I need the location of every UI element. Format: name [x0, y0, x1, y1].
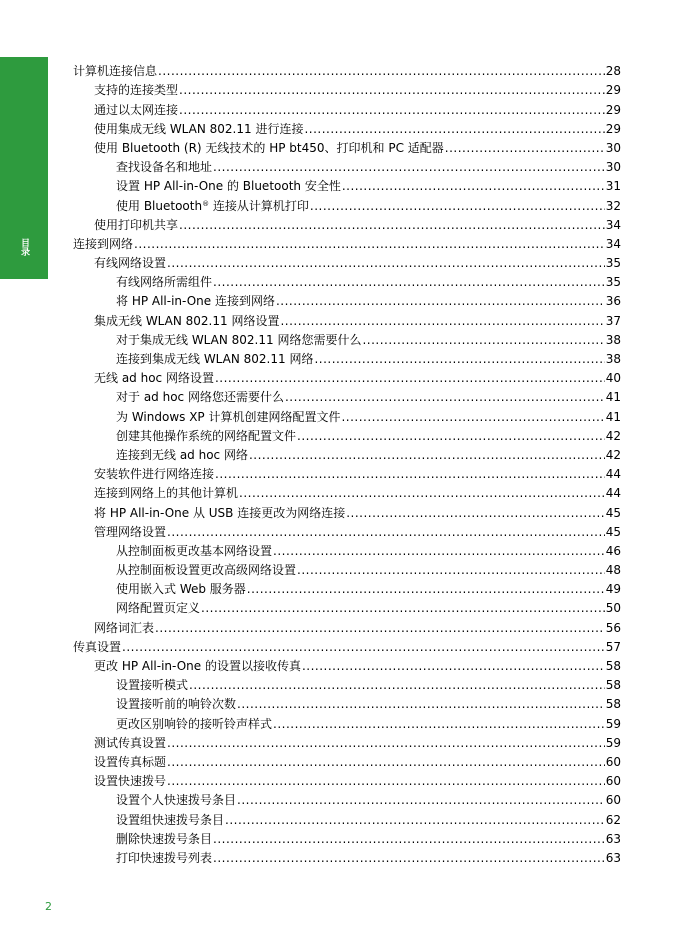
toc-entry-title	[116, 813, 224, 827]
toc-entry[interactable]	[73, 78, 621, 97]
toc-entry-title	[116, 179, 341, 193]
toc-leader-dots	[167, 256, 605, 270]
toc-entry-title-text: 通过以太网连接	[94, 102, 179, 117]
toc-entry-title	[116, 448, 248, 462]
toc-entry[interactable]	[73, 117, 621, 136]
toc-entry-title-text: 使用 Bluetooth	[116, 198, 203, 213]
toc-entry-title	[116, 601, 200, 615]
toc-entry-title-text: 连接到网络	[73, 236, 134, 251]
toc-entry[interactable]	[73, 577, 621, 596]
toc-entry-title	[116, 678, 188, 692]
toc-leader-dots	[297, 563, 605, 577]
toc-entry-page: 45	[605, 505, 621, 520]
toc-entry-title	[94, 371, 214, 385]
toc-entry[interactable]	[73, 481, 621, 500]
toc-entry-title-text: 设置传真标题	[94, 754, 167, 769]
toc-entry-title	[116, 717, 272, 731]
toc-entry-title-text: 网络词汇表	[94, 620, 155, 635]
toc-entry-title-text: 从控制面板设置更改高级网络设置	[116, 563, 297, 578]
toc-entry-page: 29	[605, 83, 621, 98]
toc-entry-page: 63	[605, 831, 621, 846]
toc-leader-dots	[213, 832, 605, 846]
toc-entry-title-text: 计算机连接信息	[73, 64, 158, 79]
toc-entry-page: 41	[605, 409, 621, 424]
toc-entry-title-text: 对于集成无线 WLAN 802.11 网络您需要什么	[116, 332, 362, 347]
toc-leader-dots	[445, 141, 605, 155]
toc-entry[interactable]	[73, 213, 621, 232]
toc-entry-title-text: 网络配置页定义	[116, 601, 201, 616]
toc-leader-dots	[179, 218, 605, 232]
toc-entry[interactable]	[73, 596, 621, 615]
toc-entry-page: 34	[605, 236, 621, 251]
toc-entry-title	[116, 563, 296, 577]
toc-leader-dots	[310, 199, 605, 213]
toc-entry-title-text: 更改 HP All-in-One 的设置以接收传真	[94, 659, 301, 673]
toc-entry-title	[116, 390, 284, 404]
toc-entry-page: 28	[605, 64, 621, 79]
toc-leader-dots	[213, 275, 605, 289]
toc-entry[interactable]	[73, 788, 621, 807]
toc-entry-title	[116, 851, 212, 865]
toc-entry-page: 60	[605, 793, 621, 808]
toc-entry-page: 41	[605, 390, 621, 405]
toc-entry-title	[116, 275, 212, 289]
toc-leader-dots	[362, 333, 604, 347]
toc-entry-title-text: 测试传真设置	[94, 735, 167, 750]
toc-entry-page: 44	[605, 467, 621, 482]
toc-entry-title	[116, 793, 236, 807]
toc-entry-title	[116, 697, 236, 711]
toc-entry-page: 34	[605, 217, 621, 232]
toc-entry[interactable]	[73, 750, 621, 769]
toc-entry[interactable]	[73, 846, 621, 865]
toc-leader-dots	[280, 314, 604, 328]
toc-entry[interactable]	[73, 520, 621, 539]
toc-entry-page: 32	[605, 198, 621, 213]
toc-entry-title	[94, 218, 178, 232]
toc-entry-page: 44	[605, 486, 621, 501]
toc-entry-page: 48	[605, 563, 621, 578]
toc-entry-title	[116, 544, 272, 558]
toc-leader-dots	[189, 678, 605, 692]
toc-entry-title-text: 设置 HP All-in-One 的 Bluetooth 安全性	[116, 179, 341, 194]
toc-entry[interactable]	[73, 136, 621, 155]
toc-entry-title	[116, 429, 296, 443]
toc-entry-title	[94, 621, 154, 635]
toc-leader-dots	[158, 64, 605, 78]
toc-entry-page: 42	[605, 428, 621, 443]
toc-entry-title	[73, 64, 157, 78]
toc-entry-title-text: 将 HP All-in-One 从 USB 连接更改为网络连接	[94, 505, 346, 520]
toc-entry-title	[94, 256, 166, 270]
toc-leader-dots	[273, 544, 605, 558]
toc-entry-title-text: 将 HP All-in-One 连接到网络	[116, 294, 275, 309]
toc-leader-dots	[201, 601, 605, 615]
toc-entry[interactable]	[73, 404, 621, 423]
toc-entry-page: 30	[605, 140, 621, 155]
toc-entry-title-text: 使用 Bluetooth (R) 无线技术的 HP bt450、打印机和 PC 适配器	[94, 140, 444, 155]
toc-entry-title-text: 设置个人快速拨号条目	[116, 793, 237, 808]
toc-entry[interactable]	[73, 558, 621, 577]
table-of-contents	[73, 59, 621, 865]
toc-entry-title	[94, 486, 238, 500]
toc-entry-page: 56	[605, 620, 621, 635]
toc-leader-dots	[215, 371, 605, 385]
toc-entry-page: 45	[605, 524, 621, 539]
toc-leader-dots	[237, 697, 605, 711]
toc-entry-title	[94, 103, 178, 117]
toc-entry-page: 38	[605, 332, 621, 347]
toc-entry-title	[94, 736, 166, 750]
toc-entry[interactable]	[73, 328, 621, 347]
toc-entry[interactable]	[73, 807, 621, 826]
toc-entry[interactable]	[73, 270, 621, 289]
toc-leader-dots	[239, 486, 605, 500]
toc-leader-dots	[213, 160, 605, 174]
toc-entry-title-text: 连接到网络上的其他计算机	[94, 486, 239, 501]
toc-entry-page: 50	[605, 601, 621, 616]
toc-entry-title	[94, 467, 214, 481]
toc-entry-title	[94, 122, 303, 136]
toc-entry-title	[73, 237, 133, 251]
toc-entry-title-text: 使用嵌入式 Web 服务器	[116, 582, 246, 597]
toc-entry-page: 59	[605, 716, 621, 731]
toc-entry[interactable]	[73, 827, 621, 846]
toc-entry-title	[94, 83, 178, 97]
toc-entry[interactable]	[73, 385, 621, 404]
toc-entry-title-text: 连接到无线 ad hoc 网络	[116, 447, 248, 462]
toc-leader-dots	[302, 659, 605, 673]
toc-entry[interactable]	[73, 615, 621, 634]
toc-leader-dots	[213, 851, 605, 865]
registered-mark: ®	[202, 199, 210, 208]
toc-entry-title-text: 设置组快速拨号条目	[116, 812, 225, 827]
toc-entry-title-text: 有线网络所需组件	[116, 275, 213, 290]
toc-entry-page: 58	[605, 678, 621, 693]
toc-entry[interactable]	[73, 97, 621, 116]
toc-entry-page: 57	[605, 639, 621, 654]
toc-entry-page: 60	[605, 774, 621, 789]
toc-entry-page: 46	[605, 543, 621, 558]
toc-entry-page: 30	[605, 160, 621, 175]
toc-leader-dots	[276, 294, 605, 308]
toc-entry[interactable]	[73, 251, 621, 270]
toc-entry-page: 58	[605, 659, 621, 673]
toc-entry[interactable]	[73, 424, 621, 443]
toc-entry-page: 49	[605, 582, 621, 597]
toc-entry-title	[116, 410, 340, 424]
toc-leader-dots	[237, 793, 605, 807]
toc-entry-title	[94, 659, 301, 673]
toc-entry-title-text: 创建其他操作系统的网络配置文件	[116, 428, 297, 443]
toc-entry-title	[94, 774, 166, 788]
toc-entry[interactable]	[73, 289, 621, 308]
toc-entry-title-text: 无线 ad hoc 网络设置	[94, 371, 214, 386]
toc-leader-dots	[346, 506, 605, 520]
toc-entry[interactable]	[73, 539, 621, 558]
toc-leader-dots	[167, 736, 605, 750]
toc-leader-dots	[249, 448, 605, 462]
toc-entry-title	[94, 525, 166, 539]
page-number: 2	[45, 900, 52, 913]
toc-entry-title	[116, 199, 309, 213]
toc-entry[interactable]	[73, 692, 621, 711]
toc-leader-dots	[285, 390, 605, 404]
toc-entry[interactable]	[73, 174, 621, 193]
toc-entry-page: 42	[605, 447, 621, 462]
toc-leader-dots	[167, 774, 605, 788]
toc-entry[interactable]	[73, 731, 621, 750]
toc-leader-dots	[167, 525, 605, 539]
toc-entry-title	[94, 755, 166, 769]
toc-leader-dots	[297, 429, 605, 443]
toc-leader-dots	[273, 717, 605, 731]
toc-leader-dots	[341, 410, 604, 424]
toc-entry-title-text: 设置接听模式	[116, 678, 189, 693]
toc-entry[interactable]	[73, 232, 621, 251]
toc-entry-title-text: 连接从计算机打印	[209, 198, 309, 213]
toc-leader-dots	[342, 179, 605, 193]
toc-entry-page: 60	[605, 754, 621, 769]
toc-entry-title-text: 更改区别响铃的接听铃声样式	[116, 716, 273, 731]
toc-entry-title	[116, 333, 361, 347]
toc-entry-page: 29	[605, 102, 621, 117]
toc-entry[interactable]	[73, 193, 621, 212]
toc-entry-page: 40	[605, 371, 621, 386]
toc-leader-dots	[179, 83, 605, 97]
toc-entry-title-text: 集成无线 WLAN 802.11 网络设置	[94, 313, 280, 328]
toc-entry-page: 58	[605, 697, 621, 712]
toc-entry[interactable]	[73, 711, 621, 730]
toc-entry-page: 37	[605, 313, 621, 328]
toc-leader-dots	[247, 582, 605, 596]
toc-leader-dots	[304, 122, 604, 136]
toc-entry-title	[116, 832, 212, 846]
toc-entry-title	[116, 582, 246, 596]
toc-entry-title-text: 支持的连接类型	[94, 83, 179, 98]
toc-entry-page: 35	[605, 256, 621, 271]
toc-entry-title-text: 使用集成无线 WLAN 802.11 进行连接	[94, 121, 304, 136]
toc-entry-page: 31	[605, 179, 621, 194]
toc-leader-dots	[179, 103, 605, 117]
toc-leader-dots	[314, 352, 604, 366]
toc-entry-title-text: 使用打印机共享	[94, 217, 179, 232]
toc-entry-page: 29	[605, 121, 621, 136]
toc-entry[interactable]	[73, 366, 621, 385]
toc-entry-title-text: 对于 ad hoc 网络您还需要什么	[116, 390, 284, 405]
toc-entry[interactable]	[73, 155, 621, 174]
toc-entry-title-text: 有线网络设置	[94, 256, 167, 271]
toc-entry-page: 62	[605, 812, 621, 827]
toc-entry-page: 38	[605, 352, 621, 366]
toc-entry[interactable]	[73, 673, 621, 692]
toc-entry-page: 59	[605, 735, 621, 750]
toc-entry-title-text: 打印快速拨号列表	[116, 850, 213, 865]
toc-entry-title	[116, 294, 275, 308]
toc-entry-title	[94, 141, 444, 155]
toc-entry[interactable]	[73, 443, 621, 462]
toc-entry-title	[94, 314, 279, 328]
toc-entry[interactable]	[73, 769, 621, 788]
toc-entry[interactable]	[73, 654, 621, 673]
toc-entry[interactable]	[73, 635, 621, 654]
side-tab-label: 目录	[19, 238, 29, 256]
toc-leader-dots	[155, 621, 605, 635]
toc-entry-title	[116, 160, 212, 174]
toc-leader-dots	[225, 813, 605, 827]
toc-entry-title-text: 为 Windows XP 计算机创建网络配置文件	[116, 409, 341, 424]
toc-entry-title-text: 删除快速拨号条目	[116, 831, 213, 846]
toc-leader-dots	[215, 467, 605, 481]
toc-leader-dots	[167, 755, 605, 769]
toc-entry[interactable]	[73, 347, 621, 366]
toc-leader-dots	[122, 640, 605, 654]
toc-entry-title-text: 管理网络设置	[94, 524, 167, 539]
toc-entry[interactable]	[73, 59, 621, 78]
toc-entry[interactable]	[73, 308, 621, 327]
toc-entry-title-text: 设置快速拨号	[94, 774, 167, 789]
toc-entry-page: 63	[605, 850, 621, 865]
toc-entry-title	[116, 352, 313, 366]
toc-leader-dots	[134, 237, 605, 251]
toc-entry-title-text: 传真设置	[73, 639, 122, 654]
toc-entry-title	[73, 640, 121, 654]
toc-entry[interactable]	[73, 500, 621, 519]
toc-entry-title	[94, 506, 345, 520]
toc-entry-title-text: 查找设备名和地址	[116, 160, 213, 175]
toc-entry-title-text: 从控制面板更改基本网络设置	[116, 543, 273, 558]
toc-entry-title-text: 安装软件进行网络连接	[94, 467, 215, 482]
toc-entry-page: 36	[605, 294, 621, 309]
toc-entry-title-text: 连接到集成无线 WLAN 802.11 网络	[116, 352, 314, 366]
toc-entry-title-text: 设置接听前的响铃次数	[116, 697, 237, 712]
toc-entry-page: 35	[605, 275, 621, 290]
toc-entry[interactable]	[73, 462, 621, 481]
